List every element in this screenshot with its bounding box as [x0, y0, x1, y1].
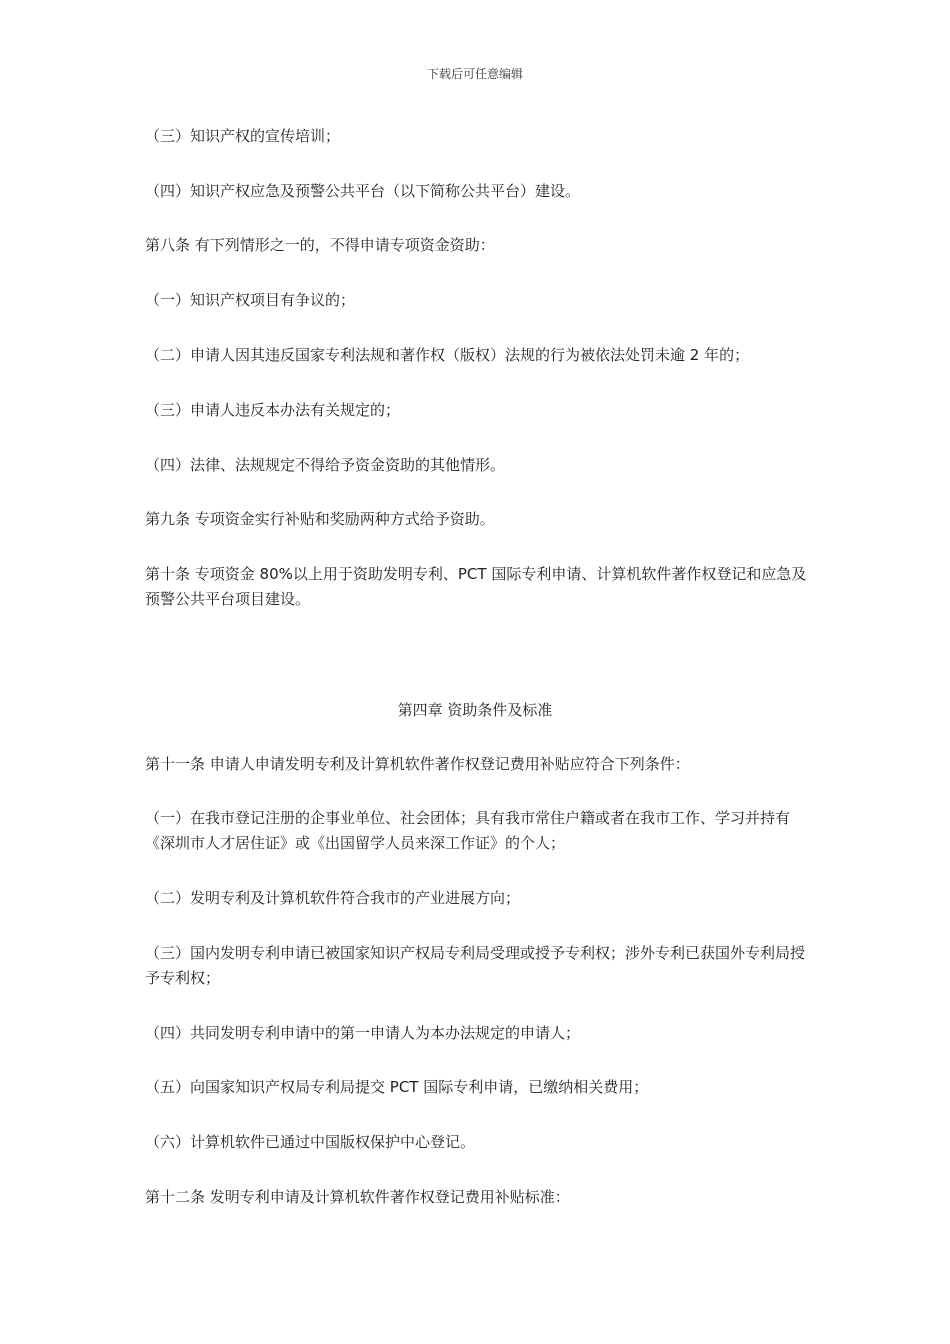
article-12: 第十二条 发明专利申请及计算机软件著作权登记费用补贴标准：: [145, 1188, 570, 1206]
paragraph: （三）申请人违反本办法有关规定的；: [145, 401, 401, 419]
paragraph: （四）知识产权应急及预警公共平台（以下简称公共平台）建设。: [145, 182, 581, 200]
page-header: 下载后可任意编辑: [426, 67, 523, 81]
paragraph: （一）在我市登记注册的企事业单位、社会团体；具有我市常住户籍或者在我市工作、学习并持有《深圳市人才居住证》或《出国留学人员来深工作证》的个人；: [145, 809, 791, 852]
paragraph: （一）知识产权项目有争议的；: [145, 291, 356, 309]
article-11: 第十一条 申请人申请发明专利及计算机软件著作权登记费用补贴应符合下列条件：: [145, 755, 690, 773]
paragraph: （二）发明专利及计算机软件符合我市的产业进展方向；: [145, 889, 521, 907]
paragraph: （三）知识产权的宣传培训；: [145, 127, 341, 145]
chapter-heading: 第四章 资助条件及标准: [397, 701, 553, 719]
paragraph: （五）向国家知识产权局专利局提交 PCT 国际专利申请，已缴纳相关费用；: [145, 1078, 649, 1096]
article-8: 第八条 有下列情形之一的，不得申请专项资金资助：: [145, 236, 495, 254]
article-9: 第九条 专项资金实行补贴和奖励两种方式给予资助。: [145, 510, 495, 528]
article-10: 第十条 专项资金 80%以上用于资助发明专利、PCT 国际专利申请、计算机软件著作权登记和应急及预警公共平台项目建设。: [145, 565, 807, 608]
paragraph: （四）共同发明专利申请中的第一申请人为本办法规定的申请人；: [145, 1024, 581, 1042]
paragraph: （三）国内发明专利申请已被国家知识产权局专利局受理或授予专利权；涉外专利已获国外专利局授予专利权；: [145, 944, 806, 987]
paragraph: （四）法律、法规规定不得给予资金资助的其他情形。: [145, 456, 506, 474]
paragraph: （二）申请人因其违反国家专利法规和著作权（版权）法规的行为被依法处罚未逾 2 年的；: [145, 346, 750, 364]
paragraph: （六）计算机软件已通过中国版权保护中心登记。: [145, 1133, 476, 1151]
